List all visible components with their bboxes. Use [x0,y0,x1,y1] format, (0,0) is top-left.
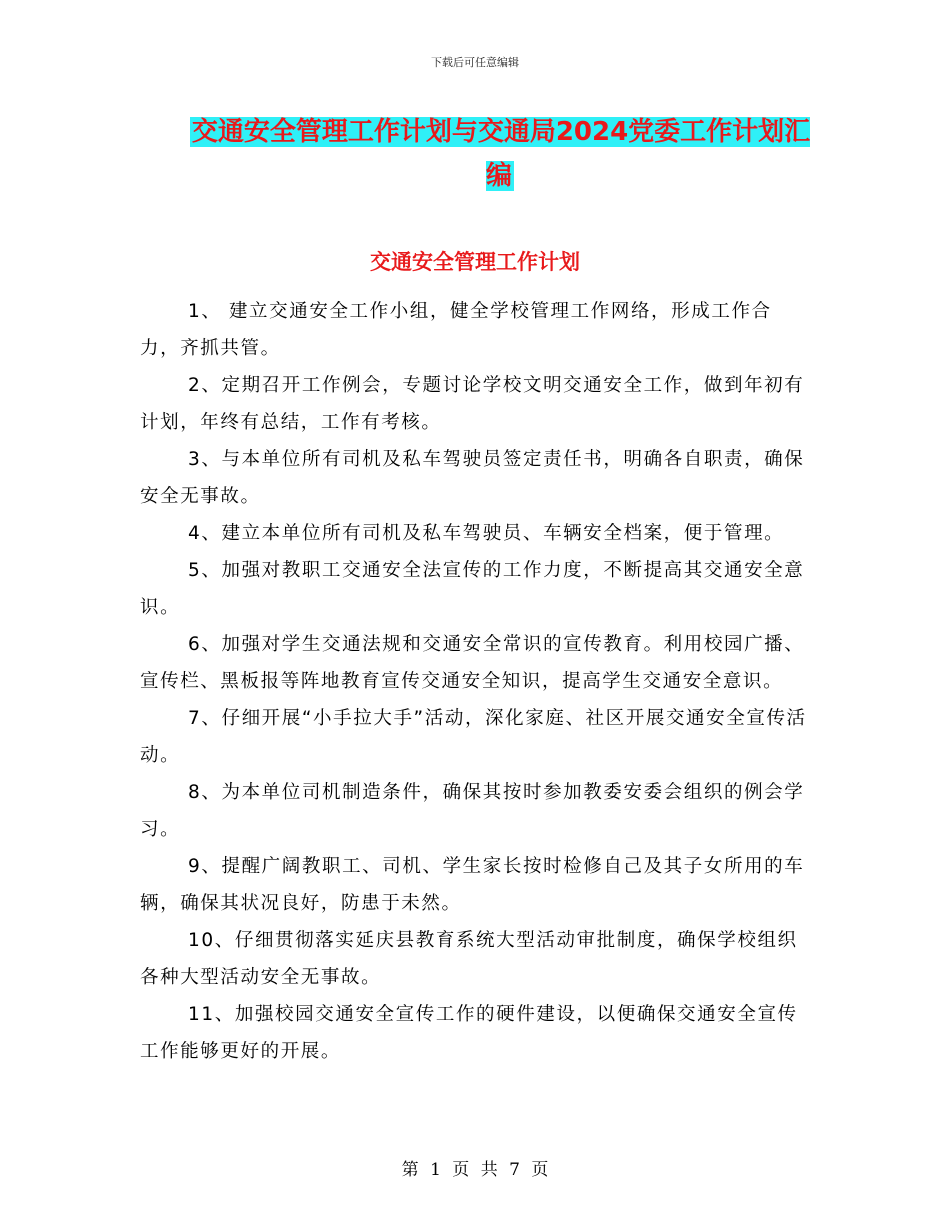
section-title: 交通安全管理工作计划 [370,250,580,274]
paragraph-10: 10、仔细贯彻落实延庆县教育系统大型活动审批制度，确保学校组织各种大型活动安全无事故。 [140,930,798,988]
paragraph-7: 7、仔细开展“小手拉大手”活动，深化家庭、社区开展交通安全宣传活动。 [140,708,807,766]
document-body [140,293,810,1070]
paragraph-4: 4、建立本单位所有司机及私车驾驶员、车辆安全档案，便于管理。 [188,523,785,544]
paragraph-1: 1、 建立交通安全工作小组，健全学校管理工作网络，形成工作合力，齐抓共管。 [140,301,772,359]
document-title-text: 交通安全管理工作计划与交通局2024党委工作计划汇编 [191,117,811,191]
document-title [180,110,820,198]
paragraph-9: 9、提醒广阔教职工、司机、学生家长按时检修自己及其子女所用的车辆，确保其状况良好，防患于未然。 [140,856,805,914]
paragraph-2: 2、定期召开工作例会，专题讨论学校文明交通安全工作，做到年初有计划，年终有总结，工作有考核。 [140,375,805,433]
paragraph-3: 3、与本单位所有司机及私车驾驶员签定责任书，明确各自职责，确保安全无事故。 [140,449,805,507]
page-number-footer: 第 1 页 共 7 页 [401,1160,549,1180]
paragraph-5: 5、加强对教职工交通安全法宣传的工作力度，不断提高其交通安全意识。 [140,560,805,618]
paragraph-6: 6、加强对学生交通法规和交通安全常识的宣传教育。利用校园广播、宣传栏、黑板报等阵地教育宣传交通安全知识，提高学生交通安全意识。 [140,634,805,692]
paragraph-8: 8、为本单位司机制造条件，确保其按时参加教委安委会组织的例会学习。 [140,782,805,840]
page-header-note: 下载后可任意编辑 [431,56,519,69]
paragraph-11: 11、加强校园交通安全宣传工作的硬件建设，以便确保交通安全宣传工作能够更好的开展。 [140,1004,798,1062]
